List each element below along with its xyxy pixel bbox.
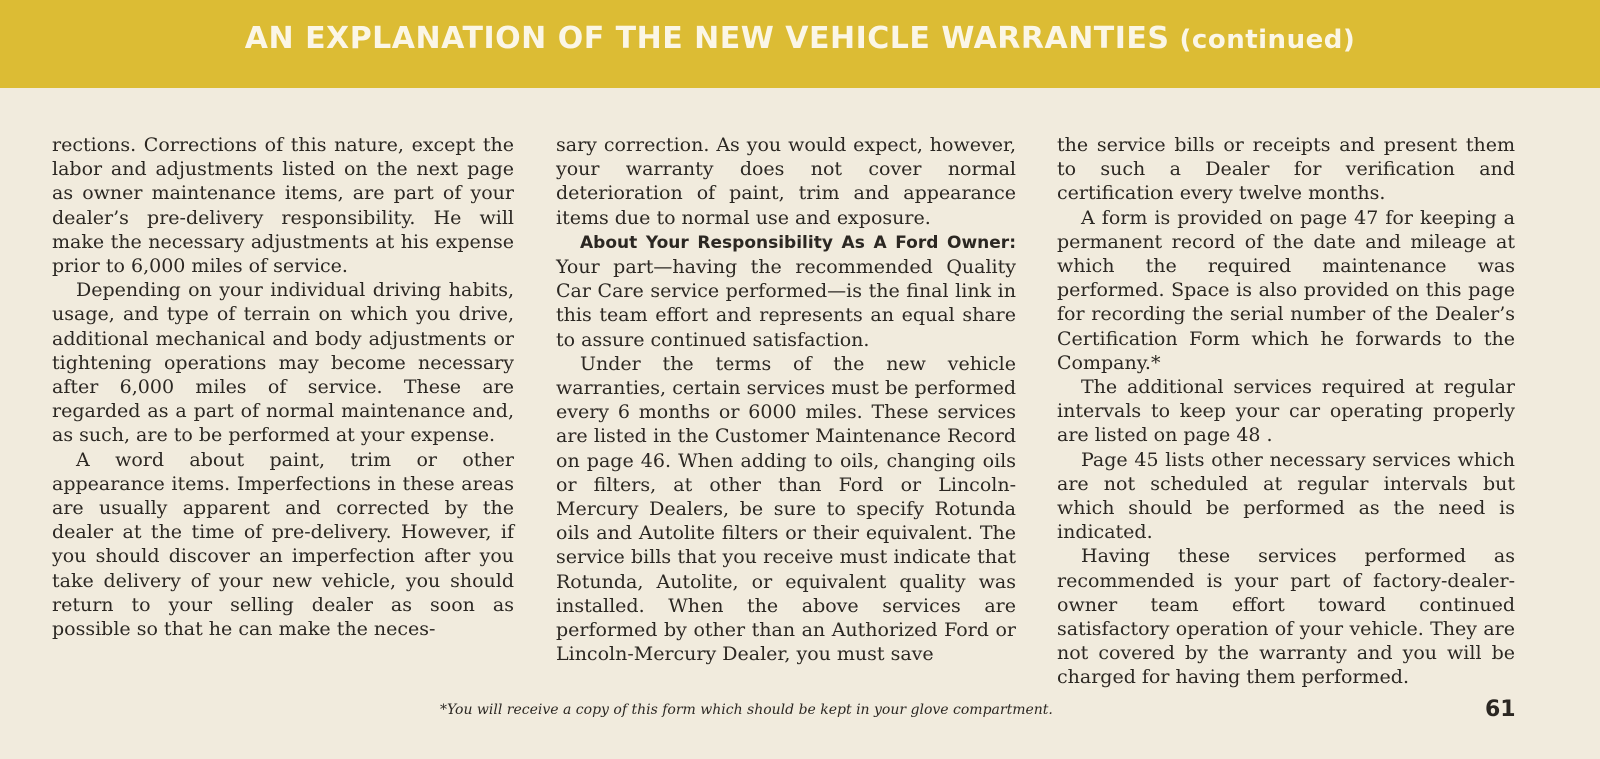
paragraph: sary correction. As you would expect, however, your warranty does not cover normal deterioration of paint, trim and appearance items due to normal use and exposure. [556,134,1016,229]
paragraph: the service bills or receipts and present them to such a Dealer for verification and certification every twelve months. [1057,134,1515,205]
text-column-3 [1057,133,1515,690]
text-column-2 [556,133,1016,666]
paragraph: Under the terms of the new vehicle warranties, certain services must be performed every 6 months or 6000 miles. These services are listed in the Customer Maintenance Record on page 46. When adding to oils, changing oils or filters, at other than Ford or Lincoln-Mercury Dealers, be sure to specify Rotunda oils and Autolite filters or their equivalent. The service bills that you receive must indicate that Rotunda, Autolite, or equivalent quality was installed. When the above services are performed by other than an Authorized Ford or Lincoln-Mercury Dealer, you must save [556,352,1016,666]
paragraph: Depending on your individual driving habits, usage, and type of terrain on which you drive, additional mechanical and body adjustments or tightening operations may become necessary after 6,000 miles of service. These are regarded as a part of normal maintenance and, as such, are to be performed at your expense. [52,279,514,447]
paragraph-text: Your part—having the recommended Quality Car Care service performed—is the final link in this team effort and represents an equal share to assure continued satisfaction. [556,256,1016,351]
section-heading: About Your Responsibility As A Ford Owner: [580,232,1016,253]
paragraph: A form is provided on page 47 for keeping a permanent record of the date and mileage at which the required maintenance was performed. Space is also provided on this page for recording the serial number of the Dealer’s Certification Form which he forwards to the Company.* [1057,206,1515,374]
text-column-1 [52,133,514,641]
paragraph: Page 45 lists other necessary services which are not scheduled at regular intervals but which should be performed as the need is indicated. [1057,448,1515,544]
footnote: *You will receive a copy of this form which should be kept in your glove compartment. [440,702,1053,718]
paragraph-with-heading [556,230,1016,352]
paragraph: A word about paint, trim or other appearance items. Imperfections in these areas are usually apparent and corrected by the dealer at the time of pre-delivery. However, if you should discover an imperfection after you take delivery of your new vehicle, you should return to your selling dealer as soon as possible so that he can make the neces- [52,448,514,641]
paragraph: Having these services performed as recommended is your part of factory-dealer-owner team effort toward continued satisfactory operation of your vehicle. They are not covered by the warranty and you will be charged for having them performed. [1057,545,1515,689]
title-main: AN EXPLANATION OF THE NEW VEHICLE WARRANTIES [244,20,1170,56]
paragraph: The additional services required at regular intervals to keep your car operating properly are listed on page 48 . [1057,376,1515,447]
paragraph: rections. Corrections of this nature, except the labor and adjustments listed on the next page as owner maintenance items, are part of your dealer’s pre-delivery responsibility. He will make the necessary adjustments at his expense prior to 6,000 miles of service. [52,134,514,278]
header-band [0,0,1600,88]
page-title [245,21,1355,56]
title-suffix: (continued) [1179,24,1356,55]
page-number: 61 [1485,697,1516,722]
